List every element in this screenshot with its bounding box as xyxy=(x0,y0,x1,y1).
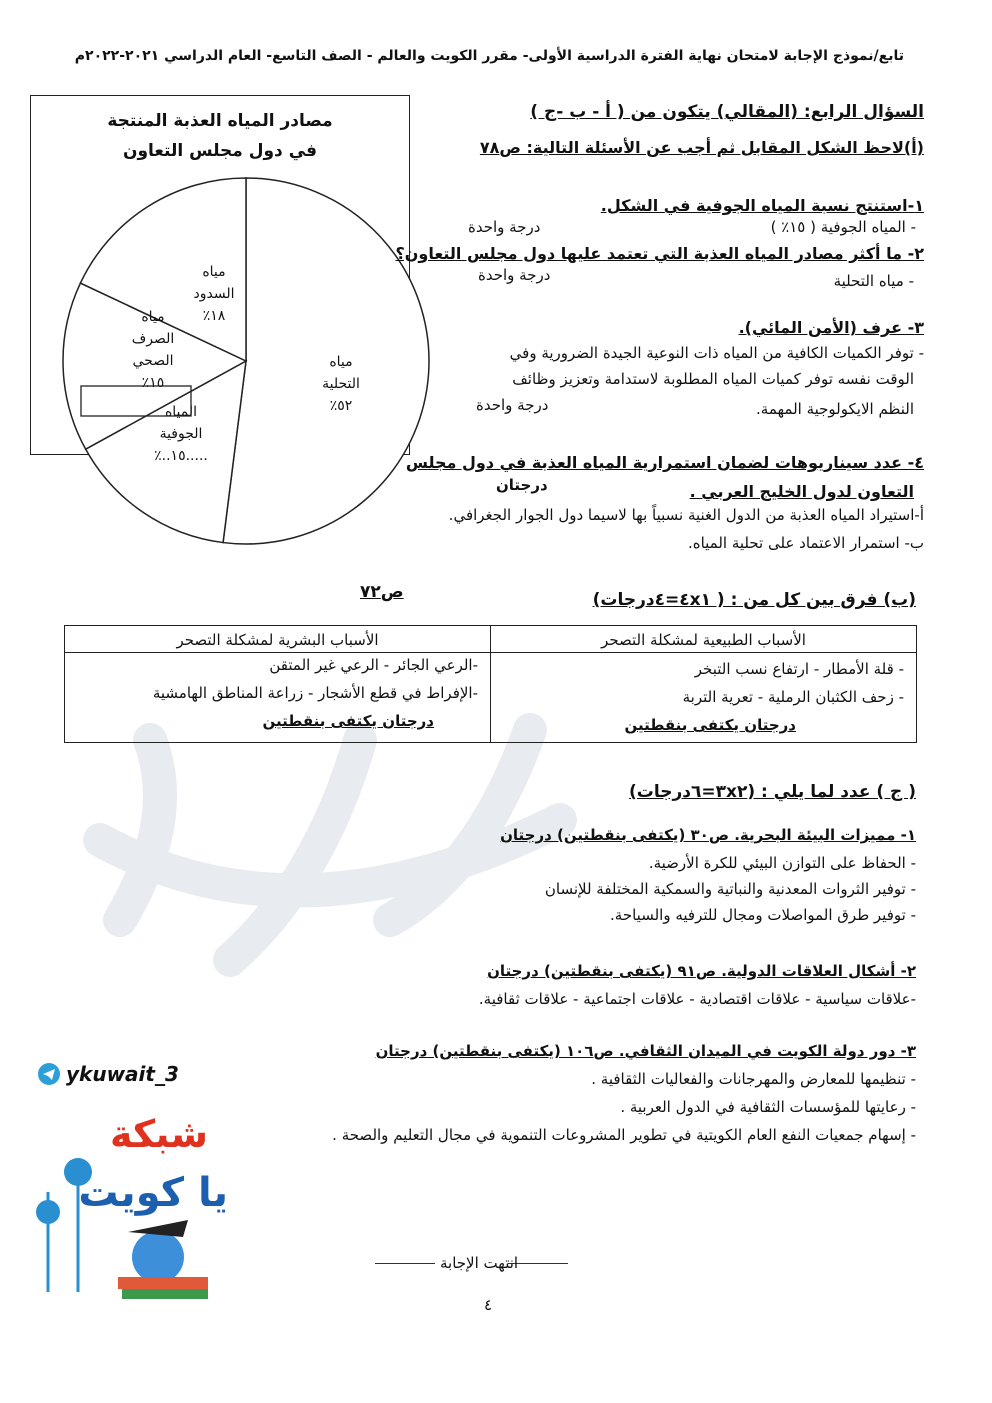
part-a-a3-line1: - توفر الكميات الكافية من المياه ذات النوعية الجيدة الضرورية وفي xyxy=(509,344,924,362)
pie-slice-groundwater-label: .....١٥..٪ xyxy=(154,448,208,464)
part-a-a1: - المياه الجوفية ( ١٥٪ ) xyxy=(770,218,916,236)
table-natural-line1: - قلة الأمطار - ارتفاع نسب التبخر xyxy=(694,660,904,678)
part-a-q1: ١-استنتج نسبة المياه الجوفية في الشكل. xyxy=(600,196,924,215)
part-a-a4-2: ب- استمرار الاعتماد على تحلية المياه. xyxy=(687,534,924,552)
table-human-line2: -الإفراط في قطع الأشجار - زراعة المناطق الهامشية xyxy=(152,684,478,702)
part-c-item3-a3: - إسهام جمعيات النفع العام الكويتية في تطوير المشروعات التنموية في مجال التعليم والصحة . xyxy=(332,1126,916,1144)
pie-slice-wastewater-label: الصحي xyxy=(132,353,174,369)
part-a-q2: ٢- ما أكثر مصادر المياه العذبة التي تعتمد عليها دول مجلس التعاون؟ xyxy=(395,244,924,263)
end-of-answer: انتهت الإجابة xyxy=(440,1254,519,1272)
part-c-item1-a2: - توفير الثروات المعدنية والنباتية والسمكية المختلفة للإنسان xyxy=(544,880,916,898)
part-a-q4-line2: التعاون لدول الخليج العربي . xyxy=(689,482,914,501)
pie-slice-desalination-label: ٥٢٪ xyxy=(329,398,353,414)
table-header-natural: الأسباب الطبيعية لمشكلة التصحر xyxy=(491,628,916,653)
pie-slice-wastewater-label: ١٥٪ xyxy=(141,375,165,391)
part-a-a1-mark: درجة واحدة xyxy=(468,218,541,236)
part-a-q4-mark: درجتان xyxy=(496,476,548,494)
table-header-human: الأسباب البشرية لمشكلة التصحر xyxy=(65,628,490,653)
part-a-a4-1: أ-استيراد المياه العذبة من الدول الغنية نسبياً بها لاسيما دول الجوار الجغرافي. xyxy=(448,506,924,524)
table-col-human xyxy=(65,626,491,742)
pie-slice-desalination xyxy=(223,178,429,544)
page-header: تابع/نموذج الإجابة لامتحان نهاية الفترة الدراسية الأولى- مقرر الكويت والعالم - الصف التاسع- العام الدراسي ٢٠٢١-٢٠٢٢م xyxy=(74,48,904,64)
table-natural-line2: - زحف الكثبان الرملية - تعرية التربة xyxy=(682,688,904,706)
pie-chart-figure xyxy=(30,95,410,464)
table-natural-mark: درجتان يكتفى بنقطتين xyxy=(624,716,796,734)
page-number: ٤ xyxy=(484,1296,493,1314)
part-c-item1: ١- مميزات البيئة البحرية. ص٣٠ (يكتفى بنقطتين) درجتان xyxy=(500,826,916,844)
part-a-a3-line3: النظم الايكولوجية المهمة. xyxy=(756,400,914,418)
part-b-page: ص٧٢ xyxy=(360,582,404,602)
part-a-instruction: (أ)لاحظ الشكل المقابل ثم أجب عن الأسئلة التالية: ص٧٨ xyxy=(479,138,924,157)
part-c-item3: ٣- دور دولة الكويت في الميدان الثقافي. ص١٠٦ (يكتفى بنقطتين) درجتان xyxy=(375,1042,916,1060)
part-c-item2: ٢- أشكال العلاقات الدولية. ص٩١ (يكتفى بنقطتين) درجتان xyxy=(487,962,916,980)
chart-title-line2: في دول مجلس التعاون xyxy=(122,141,318,161)
part-a-q4-line1: ٤- عدد سيناريوهات لضمان استمرارية المياه العذبة في دول مجلس xyxy=(405,453,924,472)
part-c-title: ( ج ) عدد لما يلي : (٣x٢=٦درجات) xyxy=(629,782,916,802)
chart-title-line1: مصادر المياه العذبة المنتجة xyxy=(107,111,333,131)
q4-title: السؤال الرابع: (المقالي) يتكون من ( أ - ب -ج ) xyxy=(530,102,924,122)
part-b-title: (ب) فرق بين كل من : ( ٤x١=٤درجات) xyxy=(592,590,916,610)
pie-slice-wastewater-label: الصرف xyxy=(131,331,175,347)
part-c-item2-a: -علاقات سياسية - علاقات اقتصادية - علاقات اجتماعية - علاقات ثقافية. xyxy=(478,990,916,1008)
table-human-mark: درجتان يكتفى بنقطتين xyxy=(262,712,434,730)
pie-chart xyxy=(31,96,409,464)
logo-handle: ykuwait_3 xyxy=(66,1062,179,1086)
part-c-item3-a1: - تنظيمها للمعارض والمهرجانات والفعاليات الثقافية . xyxy=(591,1070,916,1088)
desertification-causes-table xyxy=(64,625,917,743)
table-col-natural xyxy=(491,626,916,742)
pie-slice-wastewater-label: مياه xyxy=(141,309,165,325)
part-a-a3-mark: درجة واحدة xyxy=(476,396,549,414)
part-a-a2: - مياه التحلية xyxy=(833,272,914,290)
part-a-a3-line2: الوقت نفسه توفر كميات المياه المطلوبة لاستدامة وتعزيز وظائف xyxy=(512,370,914,388)
ykuwait-logo xyxy=(8,1062,248,1312)
pie-slice-dams-label: السدود xyxy=(193,286,235,302)
pie-slice-desalination-label: التحلية xyxy=(322,376,360,392)
part-c-item1-a1: - الحفاظ على التوازن البيئي للكرة الأرضية. xyxy=(648,854,916,872)
pie-slice-desalination-label: مياه xyxy=(329,354,353,370)
pie-slice-groundwater-label: المياه xyxy=(164,404,198,420)
part-a-q3: ٣- عرف (الأمن المائي). xyxy=(738,318,924,337)
logo-line1: شبكة xyxy=(109,1112,208,1156)
logo-line2: يا كويت xyxy=(78,1170,228,1216)
part-c-item1-a3: - توفير طرق المواصلات ومجال للترفيه والسياحة. xyxy=(610,906,916,924)
pie-slice-dams-label: ١٨٪ xyxy=(202,308,226,324)
table-human-line1: -الرعي الجائر - الرعي غير المتقن xyxy=(269,656,478,674)
pie-slice-groundwater-label: الجوفية xyxy=(159,426,203,442)
part-c-item3-a2: - رعايتها للمؤسسات الثقافية في الدول العربية . xyxy=(620,1098,916,1116)
pie-slice-dams-label: مياه xyxy=(202,264,226,280)
part-a-a2-mark: درجة واحدة xyxy=(478,266,551,284)
